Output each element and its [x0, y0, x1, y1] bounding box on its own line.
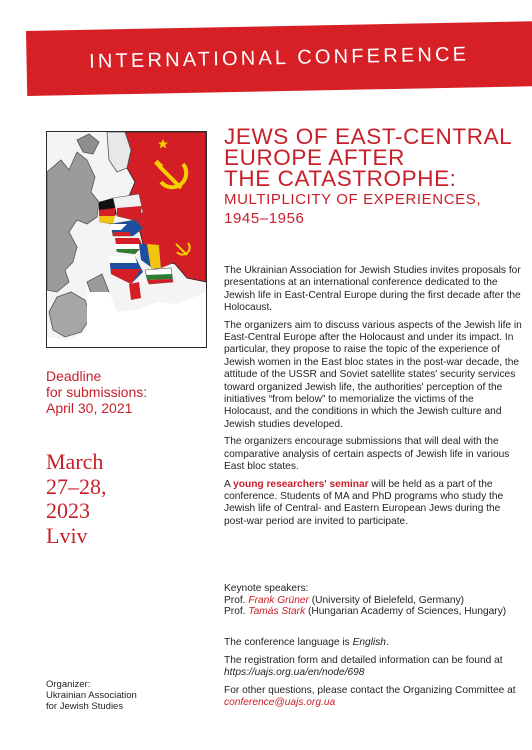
conference-title	[224, 126, 524, 227]
speaker-2-prefix: Prof.	[224, 606, 249, 617]
registration-text: The registration form and detailed information can be found at	[224, 655, 503, 666]
speaker-2-name: Tamás Stark	[248, 606, 306, 617]
date-year: 2023	[46, 498, 90, 523]
subtitle-line-1: MULTIPLICITY OF EXPERIENCES,	[224, 191, 482, 208]
contact-note	[224, 685, 524, 709]
paragraph-aims: The organizers aim to discuss various aspects of the Jewish life in East-Central Europe after the Holocaust and under its impact. In particular, they propose to raise the topic of the experience of Jewish women in the East bloc states in the post-war decade, the attitude of the USSR and Soviet satellite states' security services toward organized Jewish life, the authorities' perception of the initiatives “from below” to memorialize the victims of the Holocaust, and the conditions in which the Jewish culture and Jewish studies developed.	[224, 319, 522, 430]
keynote-heading: Keynote speakers:	[224, 583, 309, 594]
registration-link[interactable]: https://uajs.org.ua/en/node/698	[224, 667, 365, 678]
deadline-line-1: Deadline	[46, 368, 102, 384]
speaker-1-name: Frank Grüner	[248, 594, 309, 606]
organizer-block	[46, 679, 216, 712]
subtitle-line-2: 1945–1956	[224, 210, 305, 227]
seminar-highlight: young researchers' seminar	[233, 478, 369, 490]
language-suffix: .	[385, 637, 389, 648]
paragraph-invitation: The Ukrainian Association for Jewish Studies invites proposals for presentations at an international conference dedicated to the Jewish life in East-Central Europe during the first decade after the Holocaust.	[224, 265, 521, 314]
paragraph-comparative: The organizers encourage submissions that will deal with the comparative analysis of certain aspects of Jewish life in various East bloc states.	[224, 436, 510, 473]
keynote-speaker-1	[224, 595, 524, 607]
speaker-1-affiliation: (University of Bielefeld, Germany)	[308, 594, 465, 606]
organizer-name-2: for Jewish Studies	[46, 701, 124, 712]
organizer-label: Organizer:	[46, 679, 91, 690]
map-illustration	[47, 132, 206, 347]
date-days: 27–28,	[46, 473, 107, 499]
title-line-2: EUROPE AFTER	[224, 145, 405, 170]
speaker-2-affiliation: (Hungarian Academy of Sciences, Hungary)	[305, 606, 507, 617]
seminar-prefix: A	[224, 478, 234, 490]
organizer-name-1: Ukrainian Association	[46, 690, 137, 701]
date-month: March	[46, 449, 104, 474]
contact-text: For other questions, please contact the Organizing Committee at	[224, 685, 516, 696]
contact-email-link[interactable]: conference@uajs.org.ua	[224, 697, 336, 708]
deadline-line-2: for submissions:	[46, 384, 148, 400]
language-value: English	[352, 637, 386, 648]
keynote-speaker-2	[224, 606, 524, 618]
conference-info	[224, 637, 524, 715]
speaker-1-prefix: Prof.	[224, 594, 249, 606]
deadline-line-3: April 30, 2021	[46, 400, 133, 416]
date-city: Lviv	[46, 522, 88, 548]
language-note	[224, 637, 524, 649]
language-prefix: The conference language is	[224, 637, 353, 648]
keynote-speakers	[224, 583, 524, 618]
paragraph-seminar	[224, 479, 522, 529]
registration-note	[224, 655, 524, 679]
title-line-1: JEWS OF EAST-CENTRAL	[224, 124, 513, 149]
call-for-papers-body	[224, 265, 522, 533]
banner-title: INTERNATIONAL CONFERENCE	[88, 43, 470, 73]
title-line-3: THE CATASTROPHE:	[224, 166, 457, 191]
conference-date-place	[46, 450, 216, 548]
europe-flag-map-image	[46, 131, 207, 348]
submission-deadline	[46, 368, 216, 416]
seminar-text: will be held as a part of the conference. Students of MA and PhD programs who study the Jewish life of Central- and Eastern European Jews during the post-war period are invited to participate.	[224, 478, 504, 527]
